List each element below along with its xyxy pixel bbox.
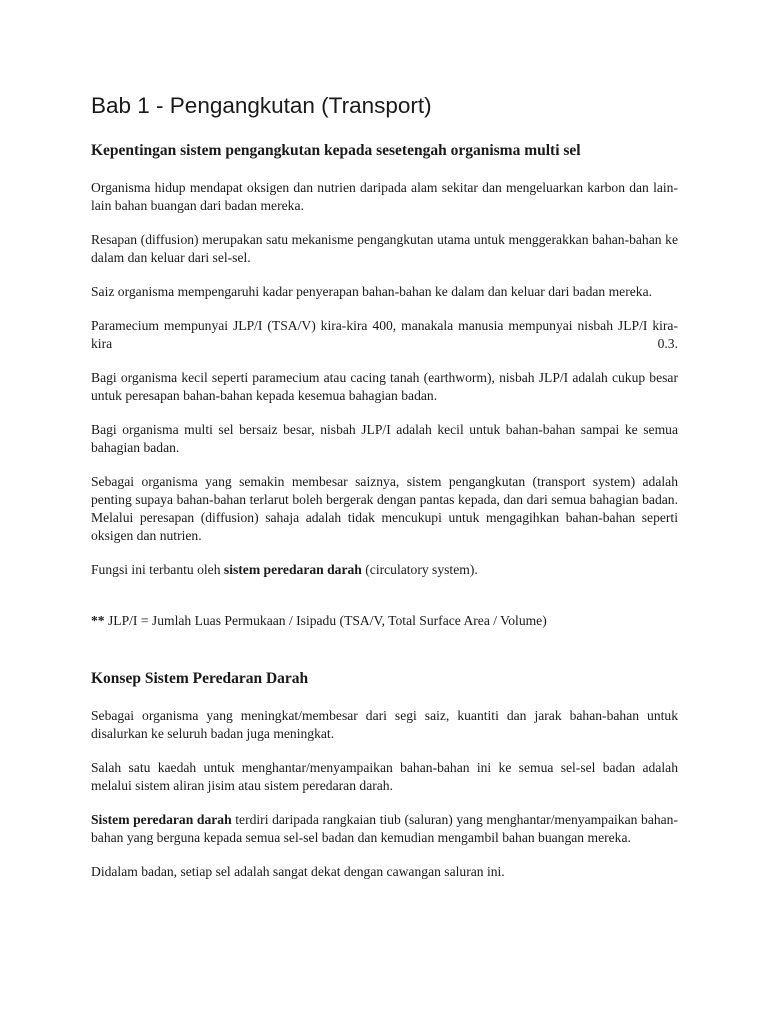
text-run: Fungsi ini terbantu oleh xyxy=(91,562,224,577)
footnote-marker: ** xyxy=(91,613,105,628)
footnote-text: JLP/I = Jumlah Luas Permukaan / Isipadu (TSA/V, Total Surface Area / Volume) xyxy=(104,613,547,628)
section-heading-transport-importance: Kepentingan sistem pengangkutan kepada sesetengah organisma multi sel xyxy=(91,142,581,159)
bold-term: sistem peredaran darah xyxy=(223,562,362,577)
paragraph: Bagi organisma kecil seperti paramecium atau cacing tanah (earthworm), nisbah JLP/I adalah cukup besar untuk peresapan bahan-bahan kepada kesemua bahagian badan. xyxy=(91,370,678,403)
paragraph: Resapan (diffusion) merupakan satu mekanisme pengangkutan utama untuk menggerakkan bahan-bahan ke dalam dan keluar dari sel-sel. xyxy=(91,232,678,265)
paragraph: Organisma hidup mendapat oksigen dan nutrien daripada alam sekitar dan mengeluarkan karbon dan lain-lain bahan buangan dari badan mereka. xyxy=(91,180,678,213)
paragraph: Didalam badan, setiap sel adalah sangat dekat dengan cawangan saluran ini. xyxy=(91,864,505,879)
paragraph: Salah satu kaedah untuk menghantar/menyampaikan bahan-bahan ini ke semua sel-sel badan adalah melalui sistem aliran jisim atau sistem peredaran darah. xyxy=(91,760,678,793)
text-run: (circulatory system). xyxy=(361,562,478,577)
paragraph-circulatory-reference xyxy=(91,561,678,579)
paragraph: Paramecium mempunyai JLP/I (TSA/V) kira-kira 400, manakala manusia mempunyai nisbah JLP/I kira-kira 0.3. xyxy=(91,318,678,351)
paragraph-circulatory-definition xyxy=(91,811,678,847)
chapter-title: Bab 1 - Pengangkutan (Transport) xyxy=(91,93,432,118)
footnote-definition xyxy=(91,612,678,630)
section-heading-circulatory-concept: Konsep Sistem Peredaran Darah xyxy=(91,670,309,687)
text-run: terdiri daripada rangkaian tiub (saluran) yang menghantar/menyampaikan bahan-bahan yang berguna kepada semua sel-sel badan dan kemudian mengambil bahan buangan mereka. xyxy=(91,812,679,845)
paragraph: Saiz organisma mempengaruhi kadar penyerapan bahan-bahan ke dalam dan keluar dari badan mereka. xyxy=(91,284,653,299)
document-content xyxy=(91,92,678,897)
paragraph: Bagi organisma multi sel bersaiz besar, nisbah JLP/I adalah kecil untuk bahan-bahan sampai ke semua bahagian badan. xyxy=(91,422,678,455)
bold-term: Sistem peredaran darah xyxy=(91,812,232,827)
paragraph: Sebagai organisma yang meningkat/membesar dari segi saiz, kuantiti dan jarak bahan-bahan untuk disalurkan ke seluruh badan juga meningkat. xyxy=(91,708,678,741)
paragraph: Sebagai organisma yang semakin membesar saiznya, sistem pengangkutan (transport system) adalah penting supaya bahan-bahan terlarut boleh bergerak dengan pantas kepada, dan dari semua bahagian badan. Melalui peresapan (diffusion) sahaja adalah tidak mencukupi untuk mengagihkan bahan-bahan seperti oksigen dan nutrien. xyxy=(91,474,678,543)
